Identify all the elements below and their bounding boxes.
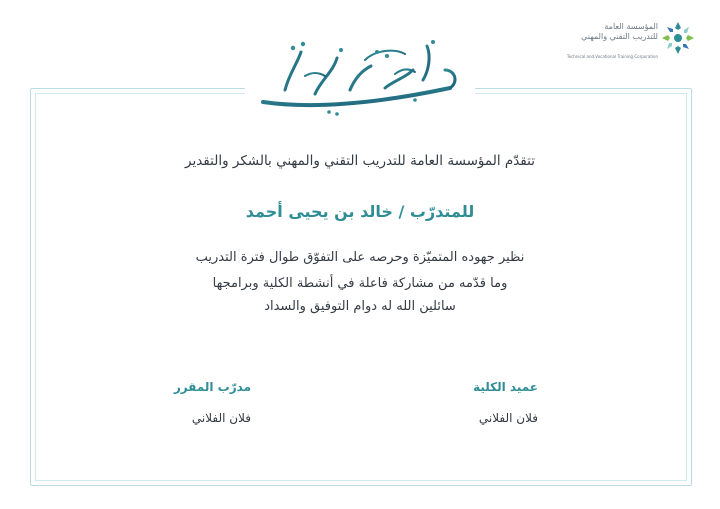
dean-title: عميد الكلية [473,380,538,394]
certificate-intro: تتقدّم المؤسسة العامة للتدريب التقني والمهني بالشكر والتقدير [185,153,535,169]
logo-text [581,22,658,42]
thanks-calligraphy-title [245,30,475,120]
body-line-3: سائلين الله له دوام التوفيق والسداد [264,299,456,314]
body-line-2: وما قدّمه من مشاركة فاعلة في أنشطة الكلية وبرامجها [212,276,508,291]
logo-arabic-line1: المؤسسة العامة [604,22,658,31]
calligraphy-art [245,30,475,120]
trainer-name: فلان الفلاني [191,411,251,425]
dean-name: فلان الفلاني [478,411,538,425]
logo-english: Technical and Vocational Training Corporation [566,54,658,59]
recipient-name: للمتدرّب / خالد بن يحيى أحمد [245,202,475,221]
tvtc-logo [566,16,700,60]
trainer-title: مدرّب المقرر [173,380,251,394]
logo-mark-icon [660,20,696,56]
body-line-1: نظير جهوده المتميّزة وحرصه على التفوّق طوال فترة التدريب [195,250,525,265]
logo-arabic-line2: للتدريب التقني والمهني [581,32,658,41]
